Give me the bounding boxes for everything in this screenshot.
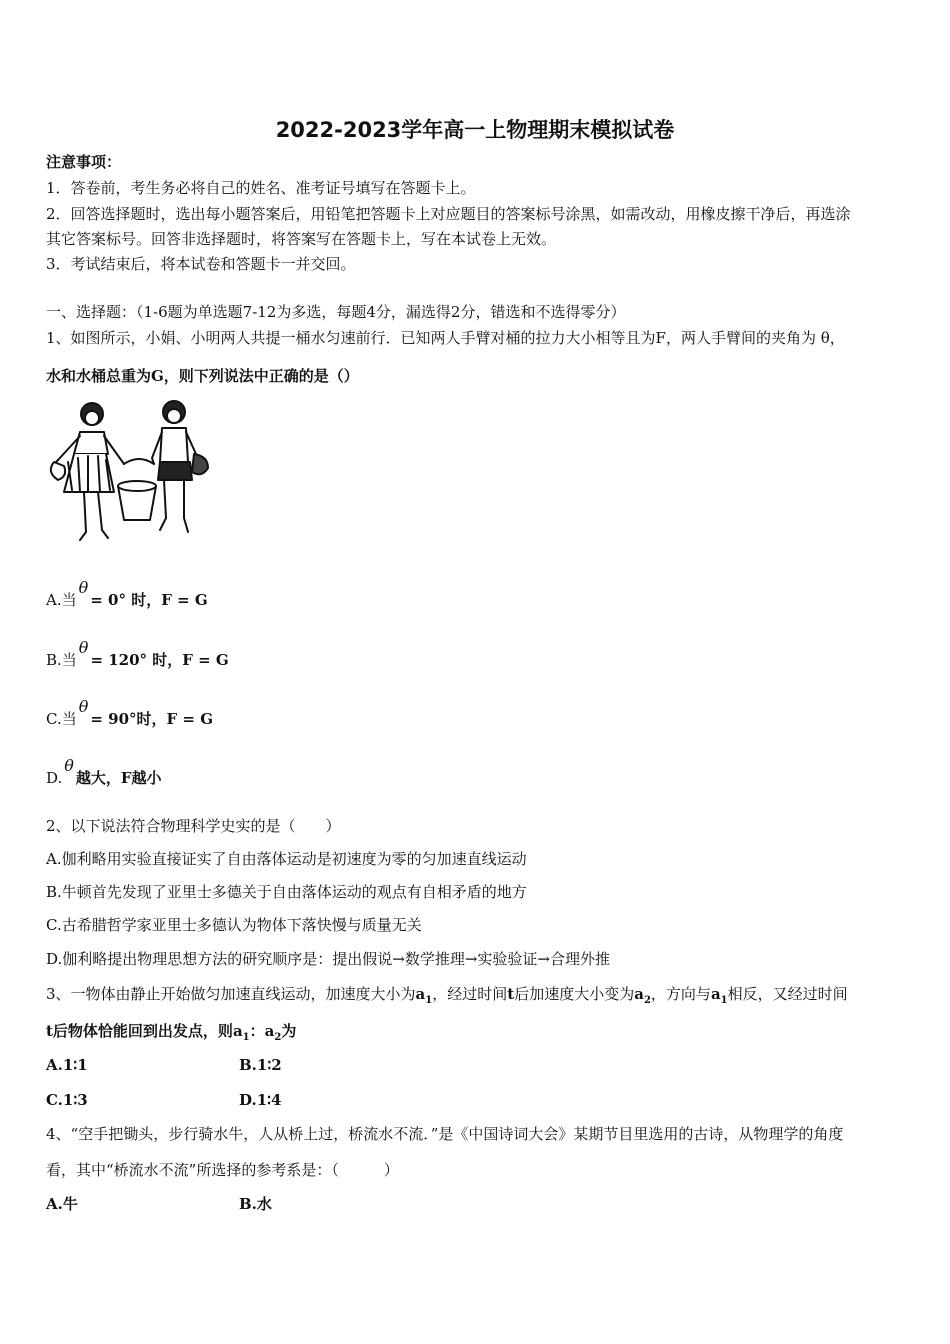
- q1-option-a-result: F = G: [161, 591, 208, 609]
- q3-stem-line1: [46, 984, 848, 1011]
- q1-option-b-result: F = G: [182, 651, 229, 669]
- q1-option-c[interactable]: [46, 697, 214, 729]
- q1-illustration: [44, 392, 214, 552]
- q4-stem-line1: 4、“空手把锄头，步行骑水牛，人从桥上过，桥流水不流．”是《中国诗词大会》某期节目里选用的古诗，从物理学的角度: [46, 1125, 844, 1143]
- subscript: 1: [720, 995, 728, 1006]
- q3-option-c[interactable]: C.1∶3: [46, 1091, 88, 1109]
- subscript: 1: [242, 1032, 250, 1043]
- q2-stem: 2、以下说法符合物理科学史实的是（ ）: [46, 817, 341, 835]
- page-title: 2022-2023学年高一上物理期末模拟试卷: [275, 118, 675, 142]
- symbol-a: a: [232, 1022, 243, 1040]
- q3-text: ，经过时间: [432, 985, 508, 1003]
- q1-option-d[interactable]: [46, 756, 162, 788]
- section-heading: 一、选择题：（1-6题为单选题7-12为多选，每题4分，漏选得2分，错选和不选得零分）: [46, 303, 626, 321]
- q3-a1: [415, 985, 433, 1006]
- q3-text: 为: [281, 1022, 297, 1040]
- theta-symbol: θ: [78, 578, 89, 597]
- q3-option-a[interactable]: A.1∶1: [46, 1056, 88, 1074]
- q1-option-c-condition: = 90°时，: [90, 710, 167, 728]
- q1-stem-line1: 1、如图所示，小娟、小明两人共提一桶水匀速前行．已知两人手臂对桶的拉力大小相等且为F，两人手臂间的夹角为 θ，: [46, 329, 845, 347]
- q1-option-d-result: 越大，F越小: [75, 769, 162, 787]
- q1-option-b[interactable]: [46, 638, 229, 670]
- notice-item-1: 1．答卷前，考生务必将自己的姓名、准考证号填写在答题卡上。: [46, 179, 476, 197]
- q3-text: ：: [249, 1022, 265, 1040]
- q2-option-c[interactable]: C.古希腊哲学家亚里士多德认为物体下落快慢与质量无关: [46, 916, 422, 934]
- q2-option-a[interactable]: A.伽利略用实验直接证实了自由落体运动是初速度为零的匀加速直线运动: [46, 850, 527, 868]
- q2-option-d[interactable]: D.伽利略提出物理思想方法的研究顺序是：提出假说→数学推理→实验验证→合理外推: [46, 950, 610, 968]
- q1-option-a[interactable]: [46, 578, 208, 610]
- q4-option-a[interactable]: A.牛: [46, 1195, 78, 1213]
- symbol-a: a: [264, 1022, 275, 1040]
- symbol-a: a: [415, 985, 426, 1003]
- q3-text: t后物体恰能回到出发点，则: [46, 1022, 233, 1040]
- notice-item-2: 2．回答选择题时，选出每小题答案后，用铅笔把答题卡上对应题目的答案标号涂黑，如需改动，用橡皮擦干净后，再选涂: [46, 205, 851, 223]
- q1-option-b-label: B.当: [46, 651, 77, 669]
- notice-item-3: 3．考试结束后，将本试卷和答题卡一并交回。: [46, 255, 356, 273]
- q3-stem-line2: [46, 1021, 296, 1048]
- q1-stem-line2: 水和水桶总重为G，则下列说法中正确的是（）: [46, 367, 359, 385]
- q4-stem-line2: 看，其中“桥流水不流”所选择的参考系是：（ ）: [46, 1161, 399, 1179]
- theta-symbol: θ: [78, 638, 89, 657]
- q3-text: 3、一物体由静止开始做匀加速直线运动，加速度大小为: [46, 985, 416, 1003]
- q1-option-a-condition: = 0° 时，: [90, 591, 162, 609]
- q3-a1: [232, 1022, 250, 1043]
- symbol-a: a: [710, 985, 721, 1003]
- q2-option-b[interactable]: B.牛顿首先发现了亚里士多德关于自由落体运动的观点有自相矛盾的地方: [46, 883, 527, 901]
- q1-option-d-label: D.: [46, 769, 63, 787]
- q1-option-b-condition: = 120° 时，: [90, 651, 183, 669]
- q3-a2: [634, 985, 651, 1006]
- q3-a1: [710, 985, 728, 1006]
- q3-option-b[interactable]: B.1∶2: [239, 1056, 282, 1074]
- subscript: 2: [643, 995, 651, 1006]
- symbol-t: t: [507, 985, 515, 1003]
- q3-a2: [264, 1022, 282, 1043]
- theta-symbol: θ: [78, 697, 89, 716]
- q3-text: ，方向与: [650, 985, 711, 1003]
- q1-option-a-label: A.当: [46, 591, 77, 609]
- q3-option-d[interactable]: D.1∶4: [239, 1091, 282, 1109]
- q1-option-c-label: C.当: [46, 710, 77, 728]
- q3-text: 相反，又经过时间: [727, 985, 848, 1003]
- symbol-a: a: [634, 985, 644, 1003]
- theta-symbol: θ: [64, 756, 74, 775]
- subscript: 1: [425, 995, 433, 1006]
- notice-item-2-cont: 其它答案标号。回答非选择题时，将答案写在答题卡上，写在本试卷上无效。: [46, 230, 557, 248]
- q3-text: 后加速度大小变为: [514, 985, 635, 1003]
- q4-option-b[interactable]: B.水: [239, 1195, 272, 1213]
- notice-heading: 注意事项：: [46, 153, 122, 171]
- subscript: 2: [274, 1032, 282, 1043]
- q1-option-c-result: F = G: [166, 710, 214, 728]
